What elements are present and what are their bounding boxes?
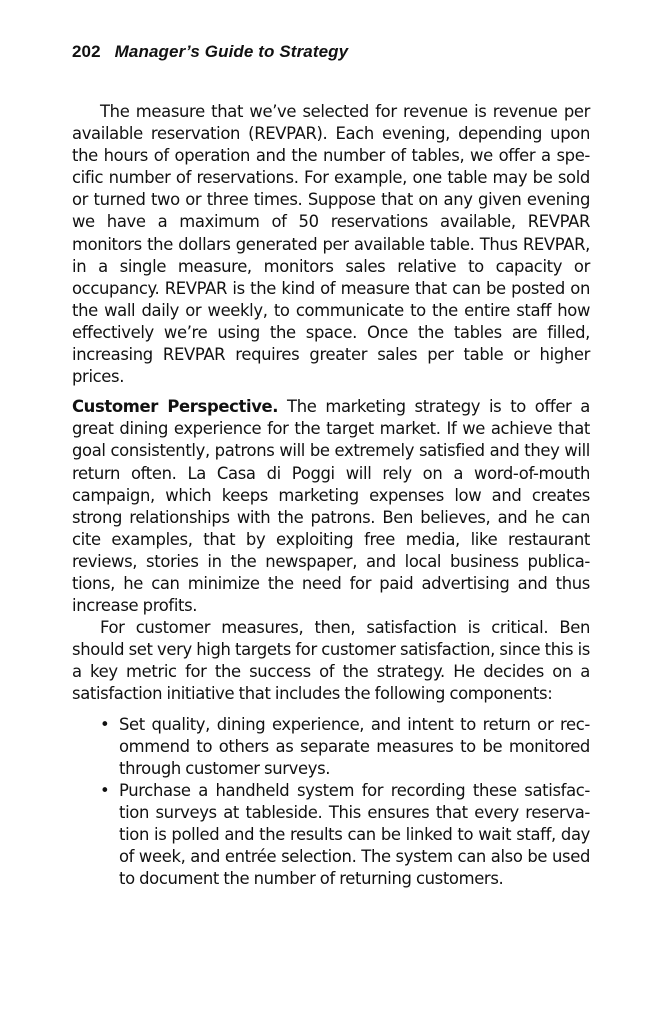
paragraph-customer-perspective-text: The marketing strategy is to offer a great dining experience for the target market. If we achieve that goal consistently, patrons will be extremely satisfied and they will return often. La Casa di Poggi will rely on a word-of-mouth campaign, which keeps marketing expenses low and creates strong relationships with the patrons. Ben believes, and he can cite examples, that by exploiting free media, like restaurant reviews, stories in the newspaper, and local business publica-tions, he can minimize the need for paid advertising and thus increase profits.: [72, 397, 590, 616]
paragraph-customer-perspective: [72, 396, 590, 617]
running-head: [72, 42, 348, 62]
page-number: 202: [72, 42, 101, 61]
paragraph-revpar: The measure that we’ve selected for revenue is revenue per available reservation (REVPAR). Each evening, depending upon the hours of operation and the number of tables, we offer a spe-cific number of reservations. For example, one table may be sold or turned two or three times. Suppose that on any given evening we have a maximum of 50 reservations available, REVPAR monitors the dollars generated per available table. Thus REVPAR, in a single measure, monitors sales relative to capacity or occupancy. REVPAR is the kind of measure that can be posted on the wall daily or weekly, to communicate to the entire staff how effectively we’re using the space. Once the tables are filled, increasing REVPAR requires greater sales per table or higher prices.: [72, 102, 590, 387]
list-item-text: Purchase a handheld system for recording these satisfac-tion surveys at tableside. This ensures that every reserva-tion is polled and the results can be linked to wait staff, day of week, and entrée selection. The system can also be used to document the number of returning customers.: [119, 780, 590, 889]
bullet-list: [72, 714, 590, 891]
bullet-marker: •: [100, 780, 110, 800]
paragraph-customer-measures: For customer measures, then, satisfaction is critical. Ben should set very high targets for customer satisfaction, since this is a key metric for the success of the strategy. He decides on a satisfaction initiative that includes the following components:: [72, 618, 590, 704]
list-item-text: Set quality, dining experience, and intent to return or rec-ommend to others as separate measures to be monitored through customer surveys.: [119, 714, 590, 778]
body-text: [72, 101, 590, 890]
book-title: Manager’s Guide to Strategy: [114, 42, 349, 61]
list-item: [100, 780, 590, 890]
bullet-marker: •: [100, 714, 110, 734]
section-heading-customer-perspective: Customer Perspective.: [72, 397, 279, 417]
list-item: [100, 714, 590, 780]
